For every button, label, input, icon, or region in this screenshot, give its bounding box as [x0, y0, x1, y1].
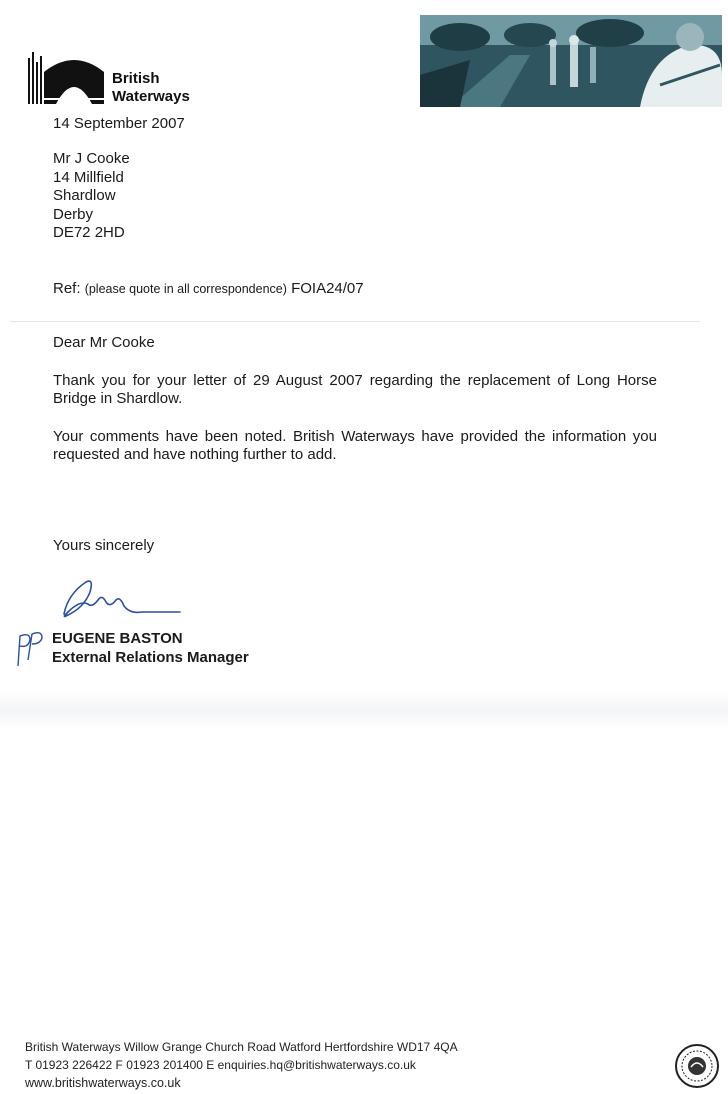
salutation: Dear Mr Cooke	[53, 334, 155, 351]
footer-contact: T 01923 226422 F 01923 201400 E enquiries.hq@britishwaterways.co.uk	[25, 1058, 416, 1072]
signatory-title: External Relations Manager	[52, 649, 249, 666]
reference-line	[53, 280, 364, 298]
paragraph-2: Your comments have been noted. British Waterways have provided the information you requested and have nothing further to add.	[53, 428, 657, 463]
header-photo-image	[420, 15, 722, 107]
scan-smudge	[0, 690, 728, 730]
recipient-address	[53, 150, 130, 243]
fold-line	[10, 321, 700, 322]
header-photo	[420, 15, 722, 107]
signatory-name: EUGENE BASTON	[52, 630, 183, 647]
signatory-block	[52, 629, 249, 667]
bridge-logo-icon	[26, 50, 116, 110]
seal-emblem	[674, 1043, 720, 1089]
paragraph-1: Thank you for your letter of 29 August 2007 regarding the replacement of Long Horse Bridge in Shardlow.	[53, 372, 657, 407]
recipient-city: Derby	[53, 205, 94, 223]
recipient-postcode: DE72 2HD	[53, 224, 125, 241]
logo-wordmark	[112, 70, 190, 106]
seal-icon	[674, 1043, 720, 1089]
handwritten-signature	[58, 574, 188, 622]
footer	[25, 1038, 458, 1092]
recipient-name: Mr J Cooke	[53, 150, 130, 167]
logo-line-2: Waterways	[112, 88, 190, 105]
letter-date: 14 September 2007	[53, 115, 185, 132]
footer-address: British Waterways Willow Grange Church Road Watford Hertfordshire WD17 4QA	[25, 1040, 458, 1054]
ref-label: Ref:	[53, 280, 81, 297]
per-pro-initials	[10, 630, 46, 668]
ref-code: FOIA24/07	[291, 280, 364, 297]
pp-initials-icon	[10, 630, 46, 668]
signature-icon	[58, 574, 188, 622]
closing: Yours sincerely	[53, 537, 155, 554]
recipient-street: 14 Millfield	[53, 168, 124, 186]
recipient-town: Shardlow	[53, 187, 116, 204]
footer-website: www.britishwaterways.co.uk	[25, 1076, 181, 1090]
ref-note: (please quote in all correspondence)	[84, 282, 287, 296]
logo-line-1: British	[112, 70, 160, 87]
